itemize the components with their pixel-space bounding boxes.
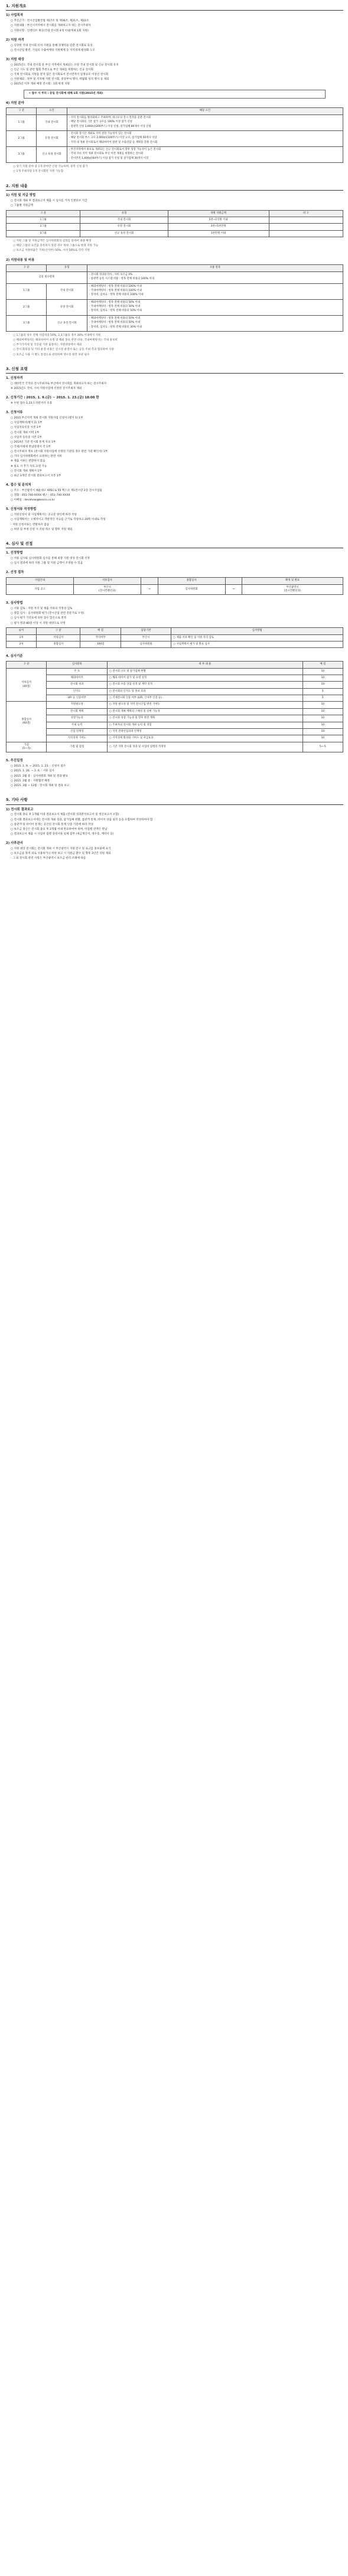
table-cell: ○ 지역경제 활성화 기여도 및 파급효과	[107, 735, 303, 742]
note-line: ○ 해당 그룹의 요건을 충족하지 못할 경우 하위 그룹으로 변경 지원 가능	[13, 244, 99, 248]
table-cell: ○ 사업계획서 평가 및 발표 심사	[171, 641, 343, 648]
table-cell	[67, 130, 343, 146]
subsection-title: 2) 사후관리	[6, 842, 23, 846]
text-line: ※ 2015년도 국비, 시비 지원사업에 선정된 전시주최자 제외	[11, 387, 82, 391]
table-cell: ○ 기존 지원 전시회 성과 및 사업비 집행의 적정성	[107, 742, 303, 752]
table-row	[6, 742, 343, 752]
text-line: ○ 전시회 개최 이력 1부	[11, 431, 40, 434]
cell-line: - 전시면적 1,400㎡(64부스) 이상 참가 신청 및 참가업체 30개사 이상	[69, 156, 149, 160]
subsection-title: 3) 지원 대상	[6, 57, 24, 61]
table-cell: 10	[303, 735, 343, 742]
table-cell: 5	[303, 695, 343, 702]
text-line: ○ 사업자 등록증 사본 1부	[11, 436, 42, 439]
cell-line: - 해외마케팅비 : 항목 전체 비용의 50% 이내	[89, 316, 140, 320]
text-line: ○ 사업계획서(별지 2) 1부	[11, 421, 43, 425]
text-line: ○ 사업계획서는 구체적이고 객관적인 자료를 근거로 작성하고 20쪽 이내로 작성	[11, 518, 106, 522]
table-cell: UFI 등 인증여부	[47, 695, 108, 702]
table-cell	[87, 315, 343, 331]
text-line: ○ 2015 부산지역 개최 전시회 지원사업 신청서 (별지 1) 1부	[11, 417, 83, 420]
table-cell: 1차	[6, 634, 37, 641]
subsection-title: 4) 지원 분야	[6, 101, 24, 105]
table-header: 순서	[6, 628, 37, 634]
table-cell: 10	[303, 702, 343, 708]
table-header-row	[6, 265, 343, 271]
table-cell: 2차	[6, 641, 37, 648]
table-cell: 서류심사	[37, 634, 80, 641]
text-line: ○ 2015년도 국내 전시회 중 부산 지역에서 개최되는 유망 국내 전시회 및 신규 전시회 유치	[11, 63, 119, 67]
table-header	[141, 578, 158, 584]
text-line: ※ 필요 시 추가 자료 요청 가능	[11, 464, 47, 468]
note-line: ○ 해외마케팅비는 해외바이어 초청 및 해외 홍보 관련 비용, 국내마케팅비는 국내 홍보비	[13, 339, 118, 342]
cell-line: - 국내마케팅비 : 항목 전체 비용의 100% 이내	[89, 289, 142, 292]
table-cell: 3그룹	[6, 147, 37, 163]
table-cell: 유망 전시회	[37, 130, 67, 146]
text-line: ○ 국세/지방세 완납증명서 각 1부	[11, 445, 51, 449]
section-title: 4. 심사 및 선정	[6, 541, 33, 546]
note-line: ○ 부가가치세 및 국공립 기관 출장비는 지원대상에서 제외	[13, 343, 82, 347]
table-cell: 공통 필수항목	[6, 271, 87, 283]
subsection-title: 4. 접수 및 문의처	[6, 483, 31, 487]
table-row	[6, 695, 343, 702]
text-line: ○ 보조금을 목적 외로 사용하거나 허위 보고 시 지원금 환수 및 향후 3년간 지원 제외	[11, 852, 111, 856]
subsection-title: 3. 신청서류	[6, 411, 23, 415]
table-cell: 신규 육성 전시회	[47, 315, 87, 331]
table-header	[225, 578, 242, 584]
table-cell: 1그룹	[6, 283, 47, 299]
text-line: ○ 지원내용 : 부산시지역에서 전시회를 개최하고자 하는 전시주최자	[11, 24, 91, 28]
cell-line: - 장치비, 임차료 : 항목 전체 비용의 100% 이내	[89, 293, 144, 297]
table-header: 개별 지원금액	[168, 210, 269, 217]
text-line: ○ 2015. 2월 중 : 심사위원회 개최 및 결과 발표	[11, 774, 68, 778]
table-cell: 2그룹	[6, 224, 80, 230]
table-cell: 적격여부	[80, 634, 121, 641]
table-row	[6, 715, 343, 722]
subsection-title: 1. 신청자격	[6, 377, 23, 381]
cell-line: - 전시회 성과분석비 : 사비 보조금 0%	[89, 273, 133, 276]
text-line: ○ 참관객 및 바이어 통계는 공인된 전시회 통계 인증 기준에 따라 작성	[11, 823, 93, 826]
text-line: ○ 보조금 정산은 전시회 종료 후 2개월 이내 완료하여야 하며, 미집행 잔액은 반납	[11, 827, 108, 831]
cell-line: - 참관객 등록 시스템 비용 : 항목 전체 비용의 100% 이내	[89, 277, 154, 281]
text-line: ○ 전시회 개최 계획서 1부	[11, 469, 42, 473]
section-title: 5. 기타 사항	[6, 797, 28, 803]
table-row	[6, 130, 343, 146]
text-line: ○ 종합 심사 : 심사위원회 평가 (전시산업 관련 전문가로 구성)	[11, 612, 84, 616]
subsection-title: 2) 지원내용 및 비용	[6, 258, 35, 262]
table-cell: ○ 지역 전략산업과의 연계성	[107, 728, 303, 735]
table-header: 확정 및 발표	[242, 578, 343, 584]
table-cell: 가점 및 감점	[47, 742, 108, 752]
selection-flow-table	[6, 577, 343, 595]
cell-line: - 해외마케팅비 : 항목 전체 비용의 50% 이내	[89, 300, 140, 304]
text-line: ○ 기타 심사위원회에서 요청하는 관련 서류	[11, 455, 62, 459]
text-line: ※ 우편 접수 1.23.도착분까지 유효	[11, 402, 53, 405]
flow-step: 사업 공고	[6, 584, 74, 595]
table-row	[6, 114, 343, 130]
text-line: ○ 2015. 3월 ~ 12월 : 전시회 개최 및 결과 보고	[11, 784, 70, 787]
table-cell: 유망 전시회	[80, 224, 168, 230]
text-line: ○ 인근 시도 및 관련 협회 추천으로 부산 개최를 희망하는 신규 전시회	[11, 68, 93, 71]
table-header: 구 분	[6, 265, 47, 271]
cell-line: - 지역 내 개최 전시회로서 해외바이어 참관 및 수출상담 등 계획을 갖춘 전시회	[69, 140, 158, 144]
review-criteria-table	[6, 661, 343, 752]
subsection-title: 3. 심사방법	[6, 601, 23, 605]
text-line: ○ 전시주최자 정보 (전시회 지원사업에 선정된 기관의 경우 관련 기관 확인서) 1부	[11, 450, 108, 454]
review-method-table	[6, 627, 343, 648]
table-row	[6, 688, 343, 695]
divider	[6, 10, 343, 11]
divider	[6, 804, 343, 805]
cell-line: - 장치비, 임차료 : 항목 전체 비용의 30% 이내	[89, 325, 142, 329]
table-cell: ○ 해외 바이어 참가 및 초청 실적	[107, 675, 303, 681]
table-cell: ○ 지원 필요성 및 지역 전시산업 발전 기여도	[107, 702, 303, 708]
note-line: ○ 보조금 사용 시 별도 통장으로 관리하며 영수증 원본 보관 필수	[13, 353, 90, 356]
table-cell: 신규 육성 전시회	[80, 230, 168, 237]
table-cell	[67, 147, 343, 163]
section-title: 1. 지원개요	[6, 4, 27, 8]
table-header: 구 분	[37, 628, 80, 634]
text-line: ○ 주소 : 부산광역시 해운대구 APEC로 55 벡스코 제1전시장 2층 전시사업팀	[11, 489, 102, 492]
table-cell: 가점 (5~-5)	[6, 742, 47, 752]
text-line: ○ 국제 전시회로 지원을 받지 않은 전시회로서 전시면적이 일정규모 이상인 전시회	[11, 73, 109, 76]
note-line: ○ 전시 회의실 및 기타 운영 비용은 전시장 운영사 또는 공동 주최 측과 협의하여 사용	[13, 348, 114, 352]
subsection-title: 1) 전시회 결과보고	[6, 807, 34, 811]
text-line: ○ 2015. 2월 중 : 지원협약 체결	[11, 779, 50, 783]
table-cell: ○ 전시회의 인지도 및 홍보 효과	[107, 688, 303, 695]
document-page	[0, 0, 348, 868]
text-line: ○ 전시회 결과보고서에는 전시회 개최 성과, 참가업체 현황, 참관객 통계, 바이어 상담 실적 등을 포함하여 작성하여야 함	[11, 818, 153, 821]
table-header: 세 부 내 용	[107, 662, 303, 668]
table-cell: 3그룹	[6, 315, 47, 331]
table-cell: ○ 국제전시회 인증 여부 (UFI, 산자부 인증 등)	[107, 695, 303, 702]
text-line: ○ 그룹별 지원금액	[11, 204, 33, 207]
table-cell	[87, 283, 343, 299]
text-line: ※ 제출 서류는 반환하지 않음	[11, 460, 45, 463]
text-line: ○ 허위 및 부정 신청 시 지원 취소 및 향후 지원 제외	[11, 528, 73, 531]
table-header: 심사항목	[47, 662, 108, 668]
table-cell: 주최 능력	[47, 722, 108, 728]
table-row	[6, 584, 343, 595]
table-cell: 성장가능성	[47, 715, 108, 722]
flow-step: 부산광역시 (전시컨벤션과)	[242, 584, 343, 595]
table-cell: ○ 전시회 규모 및 참가업체 현황	[107, 668, 303, 675]
table-cell	[87, 299, 343, 315]
table-header: 해당 요건	[67, 108, 343, 114]
table-cell: 지역경제 기여도	[47, 735, 108, 742]
cell-line: - 국내 다른 지역 개최 전시회로 부산 이전 개최를 희망하는 전시회	[69, 152, 144, 156]
text-line: ○ 심사 평가 기준표에 의한 점수 합산으로 결정	[11, 617, 67, 620]
subsection-title: 5. 신청서류 작성방법	[6, 508, 37, 512]
table-header-row	[6, 628, 343, 634]
table-header-row	[6, 662, 343, 668]
cell-line: - 부산지역에서 최초로 개최되는 신규 전시회로서 향후 성장 가능성이 높은 전시회	[69, 148, 161, 152]
text-line: ○ 지원제외 : 정부 및 지자체 지원 전시회, 중앙부처 행사, 박람회 성격 행사 등 제외	[11, 78, 109, 81]
support-cost-table	[6, 264, 343, 332]
cell-line: - 해당 전시회 부스 규모 2,000㎡(100부스) 이상 규모, 참가업체 50개사 이상	[69, 136, 157, 140]
table-cell: ○ 주최자의 전시회 개최 능력 및 경험	[107, 722, 303, 728]
table-header: 배 점	[80, 628, 121, 634]
divider	[6, 373, 343, 374]
table-cell: 해외바이어	[47, 675, 108, 681]
table-cell	[269, 217, 343, 223]
cell-line: - 해당 전시회의 기존 참가 규모를 100% 이상 참가 신청	[69, 120, 132, 124]
table-cell: 100점	[80, 641, 121, 648]
table-header: 구 분	[6, 210, 80, 217]
table-header: 사용 항목	[87, 265, 343, 271]
subsection-title: 1) 사업목적	[6, 14, 23, 18]
table-header: 담당기관	[121, 628, 171, 634]
table-cell: 5천~1억원 이내	[168, 217, 269, 223]
text-line: ○ 이메일 : devshow@bexco.co.kr	[11, 499, 55, 502]
table-header: 유형	[80, 210, 168, 217]
text-line: ○ 사업자등록증 사본 1부	[11, 426, 41, 430]
note-line: ○ 상기 지원 분야 중 1개 분야만 신청 가능하며, 중복 신청 불가	[13, 165, 88, 169]
table-cell: 종합심사	[37, 641, 80, 648]
text-line: ○ 지원유형 : 인센티브 제공(국내 전시회 4개 이내/개최 1회 지원)	[11, 29, 89, 32]
cell-line: - 참관객 신청 3,000㎡(200부스) 이상 신청, 참가업체 80개사 이상 신청	[69, 125, 151, 128]
table-header: 서류검사	[74, 578, 141, 584]
table-cell: 10	[303, 715, 343, 722]
table-row	[6, 224, 343, 230]
table-cell: 5	[303, 688, 343, 695]
cell-line: - 전시회 장기간 개최로 지역 성장 가능성이 있는 전시회	[69, 132, 132, 135]
table-row	[6, 299, 343, 315]
text-line: ○ 2014년 기준 전시회 통계 자료 1부	[11, 440, 56, 444]
table-cell: 2그룹	[6, 299, 47, 315]
table-cell: 3천~5천만원	[168, 224, 269, 230]
table-header: 비 고	[269, 210, 343, 217]
table-cell: 전시회 성과	[47, 682, 108, 688]
support-amount-table	[6, 210, 343, 238]
note-line: ○ 보조금 지원비율은 국비(산자부) 50%, 시비 50%로 각각 지원	[13, 249, 90, 253]
cell-line: - 국내마케팅비 : 항목 전체 비용의 50% 이내	[89, 305, 140, 308]
table-cell: 유망 전시회	[47, 299, 87, 315]
notice-box: • 접수 시 주의 : 동일 전시회에 대해 1회 지원(2015년 개최)	[24, 90, 326, 99]
table-header-row	[6, 578, 343, 584]
table-row	[6, 283, 343, 299]
table-cell: 지원필요성	[47, 702, 108, 708]
subsection-title: 2) 지원 자격	[6, 38, 24, 42]
subsection-title: 2. 선정 절차	[6, 571, 24, 575]
text-line: ○ 평가 결과 80점 이상 시 지원 대상으로 선정	[11, 621, 66, 625]
table-cell: 종합심사 (60점)	[6, 702, 47, 742]
table-cell: 5~-5	[303, 742, 343, 752]
table-row	[6, 728, 343, 735]
table-cell: 주 요	[47, 668, 108, 675]
table-cell: 10	[303, 675, 343, 681]
table-cell: 서류심사 (40점)	[6, 668, 47, 702]
table-cell: 전시회 계획	[47, 708, 108, 715]
table-cell: 국내 전시회	[80, 217, 168, 223]
table-row	[6, 217, 343, 223]
table-cell: 산업 연계성	[47, 728, 108, 735]
text-line: ○ 지원신청서 및 사업계획서는 공고문 양식에 따라 작성	[11, 513, 77, 517]
table-cell	[269, 230, 343, 237]
table-row	[6, 708, 343, 715]
text-line: ○ 대한민국 국적의 전시주최자로 부산에서 전시회를 개최하고자 하는 전시주최자	[11, 382, 107, 385]
table-row	[6, 735, 343, 742]
text-line: ○ 심사 결과에 따라 지원 그룹 및 지원 금액이 조정될 수 있음	[11, 562, 83, 565]
table-header: 유형	[47, 265, 87, 271]
table-row	[6, 722, 343, 728]
section-title: 3. 신청 요령	[6, 366, 28, 371]
table-cell: 2그룹	[6, 130, 37, 146]
note-line: ○ 1개 주최자당 1개 전시회만 지원 가능함	[13, 170, 64, 174]
table-header: 구 분	[6, 108, 37, 114]
table-cell: 3그룹	[6, 230, 80, 237]
divider	[6, 190, 343, 191]
section-title: 2. 지원 내용	[6, 183, 28, 188]
subsection-title: 4. 심사기준	[6, 654, 23, 659]
table-cell	[87, 271, 343, 283]
table-cell: 부산시	[121, 634, 171, 641]
table-row	[6, 668, 343, 675]
table-row	[6, 271, 343, 283]
table-header: 종합심사	[158, 578, 225, 584]
table-row	[6, 634, 343, 641]
table-row	[6, 147, 343, 163]
table-cell: 3천만원 이내	[168, 230, 269, 237]
cell-line: - 해외마케팅비 : 항목 전체 비용의 100% 이내	[89, 284, 142, 288]
note-line: ○ 지원 그룹 및 지원금액은 심사위원회의 심의를 통하여 최종 확정	[13, 240, 92, 243]
text-line: ○ 전화 : 051-740-XXXX 팩스 : 051-740-XXXX	[11, 494, 70, 497]
table-cell	[67, 114, 343, 130]
table-cell: 10	[303, 728, 343, 735]
subsection-title: 1. 선정방법	[6, 551, 23, 555]
table-header: 사업안내	[6, 578, 74, 584]
flow-step: 부산시 (전시컨벤션과)	[74, 584, 141, 595]
table-header: 구 분	[6, 662, 47, 668]
cell-line: - 국내마케팅비 : 항목 전체 비용의 50% 이내	[89, 321, 140, 325]
table-header-row	[6, 108, 343, 114]
table-header: 요건	[37, 108, 67, 114]
text-line: ○ 지원 대상 전시회는 전시회 개최 시 부산광역시 지원 문구 및 로고를 홍보물에 표기	[11, 847, 111, 850]
table-cell: ○ 전시회 성장 가능성 및 향후 발전 계획	[107, 715, 303, 722]
table-cell: 국내 전시회	[37, 114, 67, 130]
text-line: ○ 전시회 개최 후 결과보고서 제출 시 심사를 거쳐 인센티브 지급	[11, 199, 87, 202]
table-cell: ○ 전시회 개최 계획의 구체성 및 실현 가능성	[107, 708, 303, 715]
text-line: ○ 2015년 이후 개최 예정 전시회 : 1회 한정 지원	[11, 83, 70, 86]
subsection-title: 5. 추진일정	[6, 759, 23, 763]
text-line: ○ 전시산업 발전, 기업의 수출마케팅 지원체계 등 지역경제 활성화 도모	[11, 48, 95, 52]
subsection-title: 2. 신청기간 : 2015. 1. 9.(금) ~ 2015. 1. 23.(금) 18:00 한	[6, 396, 99, 400]
note-line: ○ 1그룹의 경우 전체 사업비의 50%, 2,3그룹의 경우 30% 이내에서 지원	[13, 333, 101, 337]
table-row	[6, 702, 343, 708]
table-cell: 10	[303, 668, 343, 675]
text-line: ○ 최근 3개년 전시회 결과보고서 사본 1부	[11, 474, 61, 477]
text-line: ○ 유망한 국내 전시회 유치·지원을 통해 경쟁력을 갖춘 전시회로 육성	[11, 44, 93, 47]
table-header: 배 점	[303, 662, 343, 668]
subsection-title: 1) 지원 및 지급 방법	[6, 193, 36, 197]
text-line: ○ 서류 검토 : 지원 자격 및 제출 서류의 적정성 검토	[11, 607, 73, 611]
text-line: ○ 2015. 1. 26. ~ 2. 6. : 서류 심사	[11, 770, 54, 773]
arrow-icon: →	[225, 584, 242, 595]
text-line: ○ 추진근거 : 전시산업발전법 제17조 및 제36조, 제21조, 제22조	[11, 19, 89, 23]
table-cell: 10	[303, 708, 343, 715]
text-line: ○ 결과보고서 제출 시 사업비 집행 증빙서류 일체 첨부 (세금계산서, 영수증, 계약서 등)	[11, 832, 114, 836]
table-cell: ○ 전시회 수출 상담 실적 및 계약 실적	[107, 682, 303, 688]
table-cell: ○ 제출 서류 확인 및 지원 자격 검토	[171, 634, 343, 641]
text-line: ○ 전시회 종료 후 1개월 이내 결과보고서 제출 (전시회 성과분석보고서 및 정산보고서 포함)	[11, 813, 119, 817]
arrow-icon: →	[141, 584, 158, 595]
table-cell: 국내 전시회	[47, 283, 87, 299]
table-row	[6, 641, 343, 648]
text-line: - 그 외 전시회 관련 사항은 부산광역시 보조금 관리 조례에 따름	[11, 857, 86, 860]
table-cell: 심사위원회	[121, 641, 171, 648]
table-cell: 10	[303, 682, 343, 688]
table-cell: 1그룹	[6, 114, 37, 130]
text-line: ○ 서류 심사와 심사위원회 심사를 통해 최종 지원 대상 전시회 선정	[11, 557, 90, 561]
table-cell: 신규 육성 전시회	[37, 147, 67, 163]
table-cell: 1그룹	[6, 217, 80, 223]
table-row	[6, 230, 343, 237]
table-cell: 인지도	[47, 688, 108, 695]
text-line: - 지원 신청서류는 반환하지 않음	[11, 523, 50, 526]
cell-line: - 지역 전시회를 활성화하고 주최하며, 대규모의 전시 면적을 갖춘 전시회	[69, 116, 151, 119]
flow-step: 심사위원회	[158, 584, 225, 595]
table-row	[6, 675, 343, 681]
table-row	[6, 315, 343, 331]
table-cell: 10	[303, 722, 343, 728]
table-cell	[269, 224, 343, 230]
table-row	[6, 682, 343, 688]
cell-line: - 장치비, 임차료 : 항목 전체 비용의 50% 이내	[89, 309, 142, 313]
text-line: ○ 2015. 1. 9. ~ 2015. 1. 23. : 신청서 접수	[11, 765, 66, 768]
table-header: 심사방법	[171, 628, 343, 634]
table-header-row	[6, 210, 343, 217]
support-field-table	[6, 107, 343, 163]
